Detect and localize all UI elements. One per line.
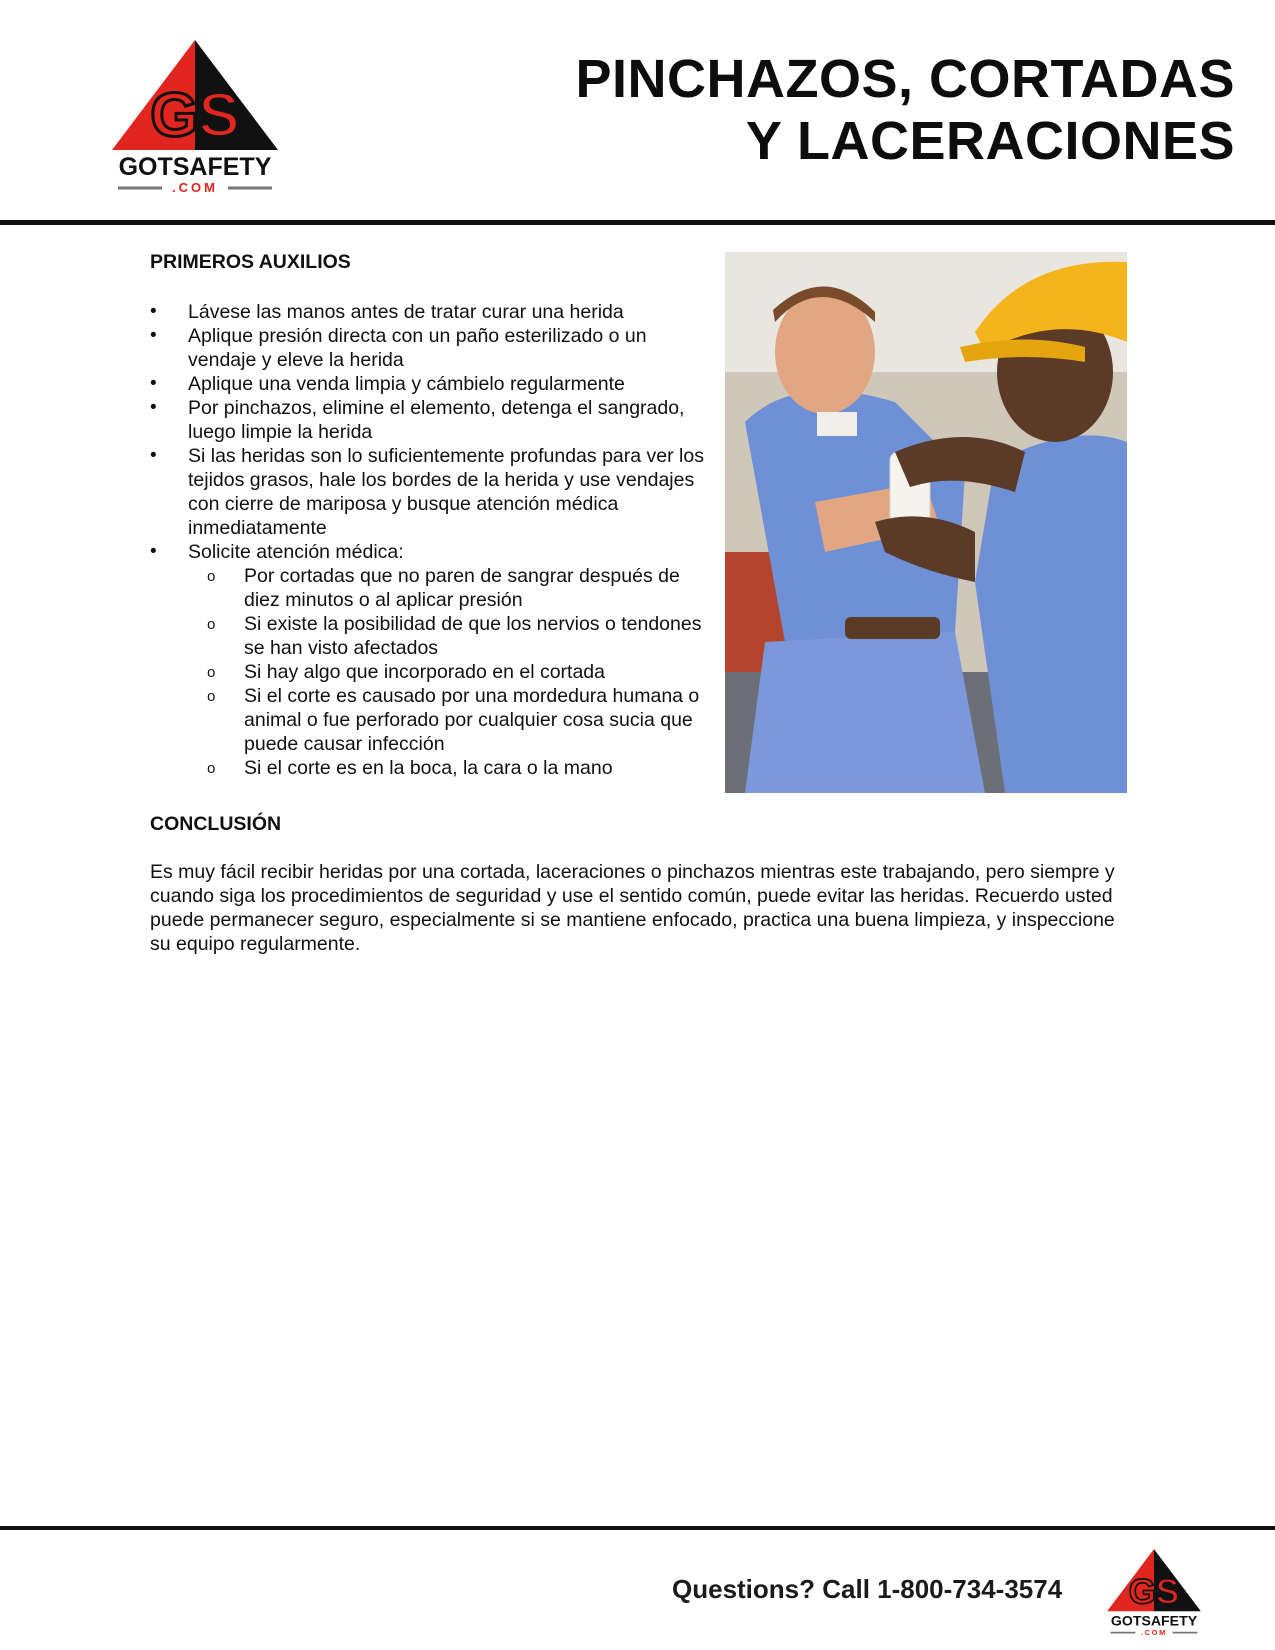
- footer-divider: [0, 1526, 1275, 1530]
- list-item: • Solicite atención médica: o Por cortadas que no paren de sangrar después de diez minutos o al aplicar presión o Si existe la posibilidad de que los nervios o tendones se han visto afectados o Si hay algo que incorporado en el cortada o Si el corte es causado por una mordedura humana o animal o fue perforado por cualquier cosa sucia que puede causar infección o Si el corte es en la boca, la cara o la mano: [150, 540, 710, 780]
- list-item: • Aplique una venda limpia y cámbielo regularmente: [150, 372, 710, 396]
- list-item: • Por pinchazos, elimine el elemento, detenga el sangrado, luego limpie la herida: [150, 396, 710, 444]
- medical-attention-sublist: [188, 564, 710, 780]
- photo-illustration-icon: [725, 252, 1127, 793]
- logo-domain: .COM: [172, 180, 218, 195]
- sub-list-item: o Por cortadas que no paren de sangrar después de diez minutos o al aplicar presión: [188, 564, 710, 612]
- gotsafety-triangle-logo-icon: [110, 36, 280, 196]
- list-item: • Aplique presión directa con un paño esterilizado o un vendaje y eleve la herida: [150, 324, 710, 372]
- footer-contact: Questions? Call 1-800-734-3574: [672, 1574, 1063, 1604]
- page-title-line-2: Y LACERACIONES: [745, 111, 1235, 171]
- header-divider: [0, 220, 1275, 225]
- first-aid-list: [150, 300, 710, 780]
- page-title: [435, 48, 1235, 172]
- page-title-line-1: PINCHAZOS, CORTADAS: [575, 49, 1235, 109]
- logo-letters: GS: [150, 81, 240, 150]
- sub-list-item: o Si hay algo que incorporado en el cortada: [188, 660, 710, 684]
- sub-list-item: o Si el corte es causado por una mordedura humana o animal o fue perforado por cualquier cosa sucia que puede causar infección: [188, 684, 710, 756]
- header-logo: [110, 36, 280, 196]
- gotsafety-triangle-logo-icon: [1106, 1546, 1202, 1638]
- list-item: • Lávese las manos antes de tratar curar una herida: [150, 300, 710, 324]
- first-aid-workers-photo: [725, 252, 1127, 793]
- conclusion-heading: CONCLUSIÓN: [150, 813, 282, 835]
- footer-logo-brand: GOTSAFETY: [1110, 1612, 1198, 1629]
- footer-logo: [1106, 1546, 1202, 1638]
- footer-logo-letters: GS: [1128, 1572, 1180, 1612]
- logo-brand: GOTSAFETY: [118, 153, 272, 181]
- footer-logo-domain: .COM: [1141, 1627, 1167, 1637]
- first-aid-heading: PRIMEROS AUXILIOS: [150, 251, 351, 273]
- sub-list-item: o Si el corte es en la boca, la cara o la mano: [188, 756, 710, 780]
- list-item: • Si las heridas son lo suficientemente profundas para ver los tejidos grasos, hale los bordes de la herida y use vendajes con cierre de mariposa y busque atención médica inmediatamente: [150, 444, 710, 540]
- conclusion-text: Es muy fácil recibir heridas por una cortada, laceraciones o pinchazos mientras este trabajando, pero siempre y cuando siga los procedimientos de seguridad y use el sentido común, puede evitar las heridas. Recuerdo usted puede permanecer seguro, especialmente si se mantiene enfocado, practica una buena limpieza, y inspeccione su equipo regularmente.: [150, 861, 1115, 955]
- sub-list-item: o Si existe la posibilidad de que los nervios o tendones se han visto afectados: [188, 612, 710, 660]
